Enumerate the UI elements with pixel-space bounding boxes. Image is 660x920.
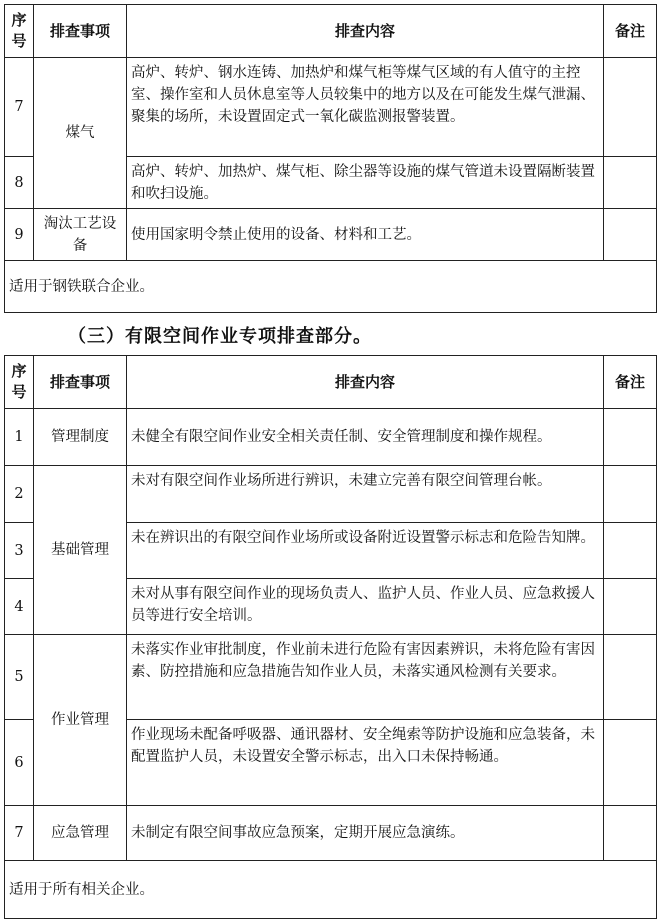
header-seq: 序号 [5, 356, 34, 409]
row-item-gas: 煤气 [34, 58, 127, 209]
table-row [5, 409, 657, 466]
header-content: 排查内容 [127, 356, 604, 409]
row-note [604, 720, 657, 806]
row-content: 未健全有限空间作业安全相关责任制、安全管理制度和操作规程。 [127, 409, 604, 466]
row-content: 未在辨识出的有限空间作业场所或设备附近设置警示标志和危险告知牌。 [127, 523, 604, 579]
row-item-obsolete: 淘汰工艺设备 [34, 209, 127, 261]
row-seq: 1 [5, 409, 34, 466]
row-seq: 4 [5, 579, 34, 635]
row-item-basic-management: 基础管理 [34, 466, 127, 635]
hazard-table-gas [4, 4, 657, 313]
applicability-note: 适用于所有相关企业。 [5, 861, 657, 919]
table-row [5, 209, 657, 261]
header-item: 排查事项 [34, 356, 127, 409]
header-item: 排查事项 [34, 5, 127, 58]
row-content: 未落实作业审批制度，作业前未进行危险有害因素辨识，未将危险有害因素、防控措施和应急措施告知作业人员，未落实通风检测有关要求。 [127, 635, 604, 720]
row-content: 使用国家明令禁止使用的设备、材料和工艺。 [127, 209, 604, 261]
row-content: 未对有限空间作业场所进行辨识，未建立完善有限空间管理台帐。 [127, 466, 604, 523]
hazard-table-confined-space [4, 355, 657, 919]
row-seq: 6 [5, 720, 34, 806]
row-content: 高炉、转炉、钢水连铸、加热炉和煤气柜等煤气区域的有人值守的主控室、操作室和人员休息室等人员较集中的地方以及在可能发生煤气泄漏、聚集的场所，未设置固定式一氧化碳监测报警装置。 [127, 58, 604, 157]
row-item-management-system: 管理制度 [34, 409, 127, 466]
row-content: 未制定有限空间事故应急预案，定期开展应急演练。 [127, 806, 604, 861]
applicability-note: 适用于钢铁联合企业。 [5, 261, 657, 313]
table-row [5, 466, 657, 523]
row-note [604, 409, 657, 466]
row-seq: 2 [5, 466, 34, 523]
header-note: 备注 [604, 356, 657, 409]
row-seq: 5 [5, 635, 34, 720]
row-seq: 8 [5, 157, 34, 209]
row-seq: 7 [5, 58, 34, 157]
table-footer-row [5, 261, 657, 313]
table-row [5, 58, 657, 157]
row-seq: 3 [5, 523, 34, 579]
section-title: （三）有限空间作业专项排查部分。 [68, 326, 372, 347]
row-item-emergency-management: 应急管理 [34, 806, 127, 861]
row-note [604, 58, 657, 157]
row-note [604, 523, 657, 579]
row-content: 高炉、转炉、加热炉、煤气柜、除尘器等设施的煤气管道未设置隔断装置和吹扫设施。 [127, 157, 604, 209]
row-note [604, 579, 657, 635]
header-note: 备注 [604, 5, 657, 58]
row-note [604, 806, 657, 861]
table-row [5, 806, 657, 861]
table-header-row [5, 356, 657, 409]
row-item-operation-management: 作业管理 [34, 635, 127, 806]
row-seq: 9 [5, 209, 34, 261]
row-content: 未对从事有限空间作业的现场负责人、监护人员、作业人员、应急救援人员等进行安全培训。 [127, 579, 604, 635]
row-seq: 7 [5, 806, 34, 861]
row-note [604, 157, 657, 209]
table-row [5, 635, 657, 720]
row-note [604, 466, 657, 523]
header-content: 排查内容 [127, 5, 604, 58]
row-note [604, 209, 657, 261]
row-note [604, 635, 657, 720]
header-seq: 序号 [5, 5, 34, 58]
row-content: 作业现场未配备呼吸器、通讯器材、安全绳索等防护设施和应急装备，未配置监护人员，未设置安全警示标志，出入口未保持畅通。 [127, 720, 604, 806]
table-footer-row [5, 861, 657, 919]
table-header-row [5, 5, 657, 58]
